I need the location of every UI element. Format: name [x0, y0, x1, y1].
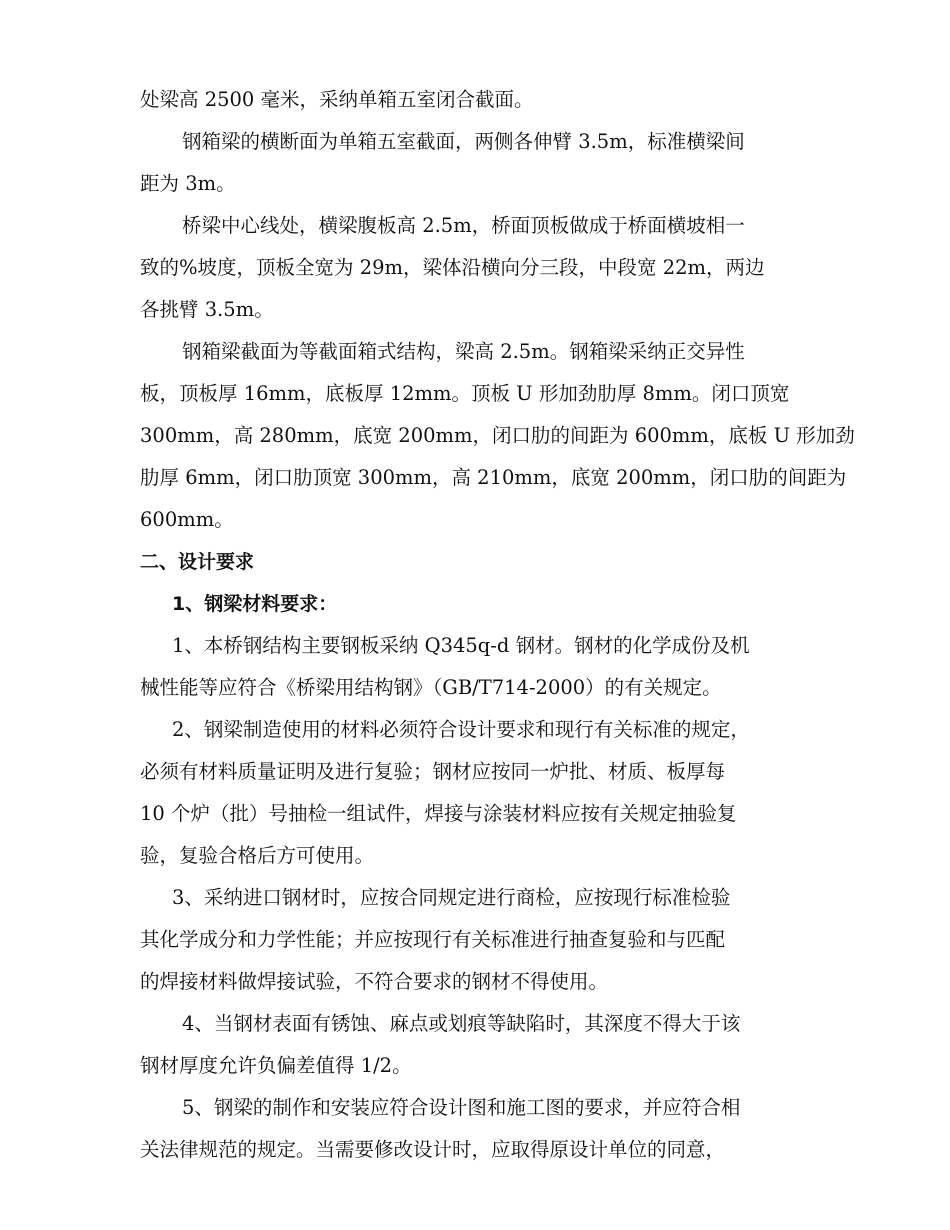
text-line: 1、本桥钢结构主要钢板采纳 Q345q-d 钢材。钢材的化学成份及机: [172, 634, 750, 657]
text-line: 钢材厚度允许负偏差值得 1/2。: [140, 1054, 412, 1077]
text-line: 3、采纳进口钢材时，应按合同规定进行商检，应按现行标准检验: [172, 886, 731, 909]
text-line: 600mm。: [140, 508, 234, 531]
text-line: 10 个炉（批）号抽检一组试件，焊接与涂装材料应按有关规定抽验复: [140, 802, 737, 825]
text-line: 距为 3m。: [140, 172, 236, 195]
text-line: 验，复验合格后方可使用。: [140, 844, 375, 867]
text-line: 必须有材料质量证明及进行复验；钢材应按同一炉批、材质、板厚每: [140, 760, 726, 783]
text-line: 桥梁中心线处，横梁腹板高 2.5m，桥面顶板做成于桥面横坡相一: [182, 214, 745, 237]
text-line: 5、钢梁的制作和安装应符合设计图和施工图的要求，并应符合相: [182, 1096, 741, 1119]
text-line: 钢箱梁截面为等截面箱式结构，梁高 2.5m。钢箱梁采纳正交异性: [182, 340, 745, 363]
subsection-heading: 1、钢梁材料要求：: [172, 593, 338, 615]
text-line: 300mm，高 280mm，底宽 200mm，闭口肋的间距为 600mm，底板 U 形加劲: [140, 424, 855, 447]
text-line: 处梁高 2500 毫米，采纳单箱五室闭合截面。: [140, 88, 534, 111]
text-line: 各挑臂 3.5m。: [140, 298, 274, 321]
text-line: 钢箱梁的横断面为单箱五室截面，两侧各伸臂 3.5m，标准横梁间: [182, 130, 745, 153]
text-line: 板，顶板厚 16mm，底板厚 12mm。顶板 U 形加劲肋厚 8mm。闭口顶宽: [140, 382, 790, 405]
text-line: 致的%坡度，顶板全宽为 29m，梁体沿横向分三段，中段宽 22m，两边: [140, 256, 765, 279]
text-line: 其化学成分和力学性能；并应按现行有关标准进行抽查复验和与匹配: [140, 928, 726, 951]
text-line: 2、钢梁制造使用的材料必须符合设计要求和现行有关标准的规定，: [172, 718, 750, 741]
text-line: 肋厚 6mm，闭口肋顶宽 300mm，高 210mm，底宽 200mm，闭口肋的间距为: [140, 466, 847, 489]
text-line: 4、当钢材表面有锈蚀、麻点或划痕等缺陷时，其深度不得大于该: [182, 1012, 741, 1035]
text-line: 关法律规范的规定。当需要修改设计时，应取得原设计单位的同意，: [140, 1138, 726, 1161]
section-heading: 二、设计要求: [140, 551, 255, 573]
text-line: 械性能等应符合《桥梁用结构钢》（GB/T714-2000）的有关规定。: [140, 676, 722, 699]
text-line: 的焊接材料做焊接试验，不符合要求的钢材不得使用。: [140, 970, 609, 993]
